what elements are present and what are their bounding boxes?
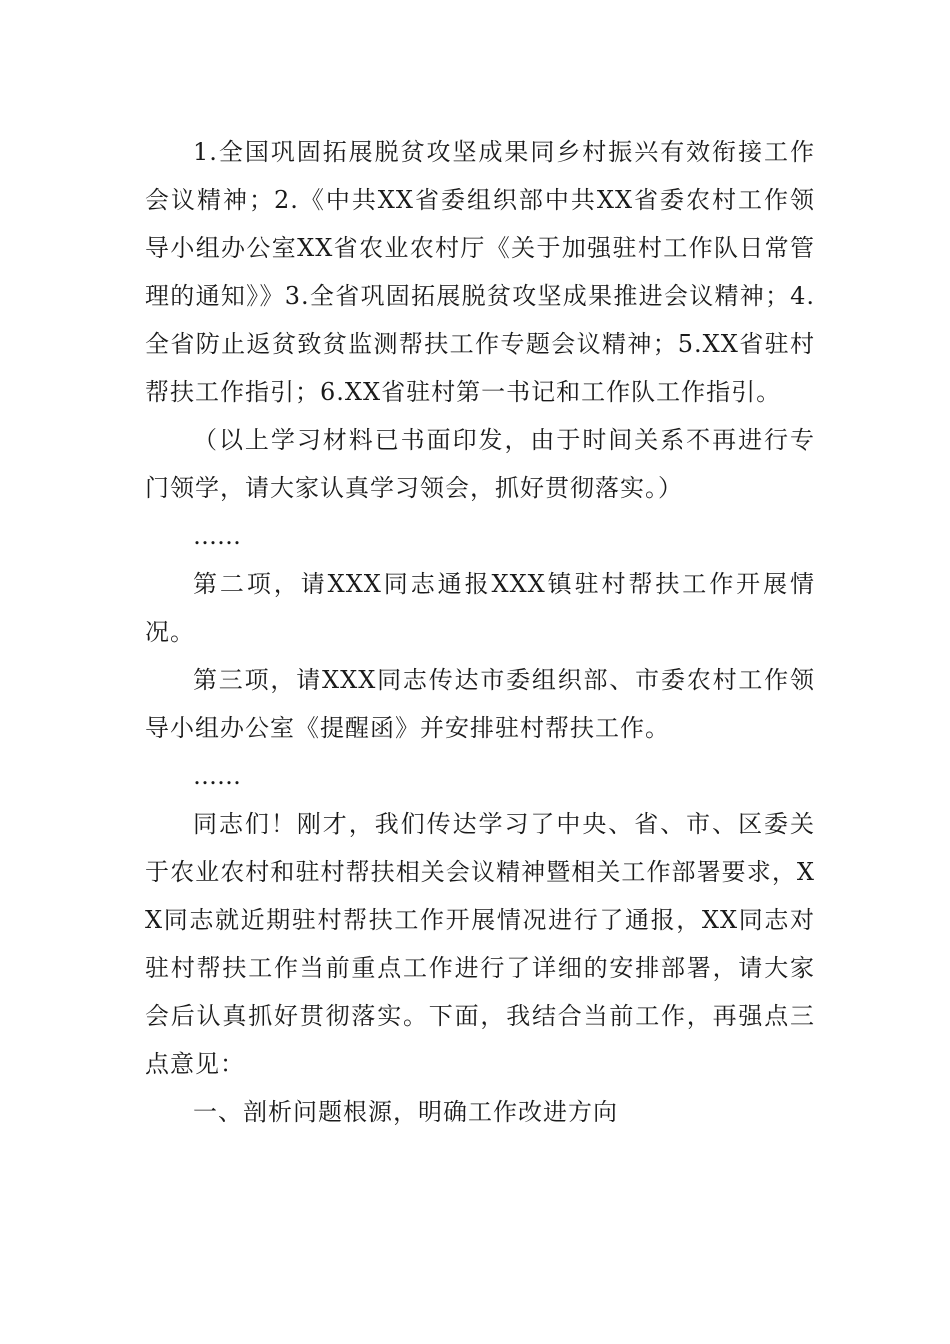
ellipsis-line: …… (193, 522, 241, 550)
materials-note-paragraph: （以上学习材料已书面印发，由于时间关系不再进行专门领学，请大家认真学习领会，抓好贯彻落实。） (145, 426, 815, 502)
agenda-item-three: 第三项，请XXX同志传达市委组织部、市委农村工作领导小组办公室《提醒函》并安排驻村帮扶工作。 (145, 666, 815, 742)
ellipsis-line: …… (193, 762, 241, 790)
summary-paragraph: 同志们！刚才，我们传达学习了中央、省、市、区委关于农业农村和驻村帮扶相关会议精神暨相关工作部署要求，XX同志就近期驻村帮扶工作开展情况进行了通报，XX同志对驻村帮扶工作当前重点工作进行了详细的安排部署，请大家会后认真抓好贯彻落实。下面，我结合当前工作，再强点三点意见： (145, 810, 815, 1078)
document-body (145, 128, 815, 1136)
section-heading-one: 一、剖析问题根源，明确工作改进方向 (193, 1098, 618, 1126)
study-materials-paragraph: 1.全国巩固拓展脱贫攻坚成果同乡村振兴有效衔接工作会议精神；2.《中共XX省委组织部中共XX省委农村工作领导小组办公室XX省农业农村厅《关于加强驻村工作队日常管理的通知》》3.全省巩固拓展脱贫攻坚成果推进会议精神；4.全省防止返贫致贫监测帮扶工作专题会议精神；5.XX省驻村帮扶工作指引；6.XX省驻村第一书记和工作队工作指引。 (145, 138, 815, 406)
agenda-item-two: 第二项，请XXX同志通报XXX镇驻村帮扶工作开展情况。 (145, 570, 815, 646)
